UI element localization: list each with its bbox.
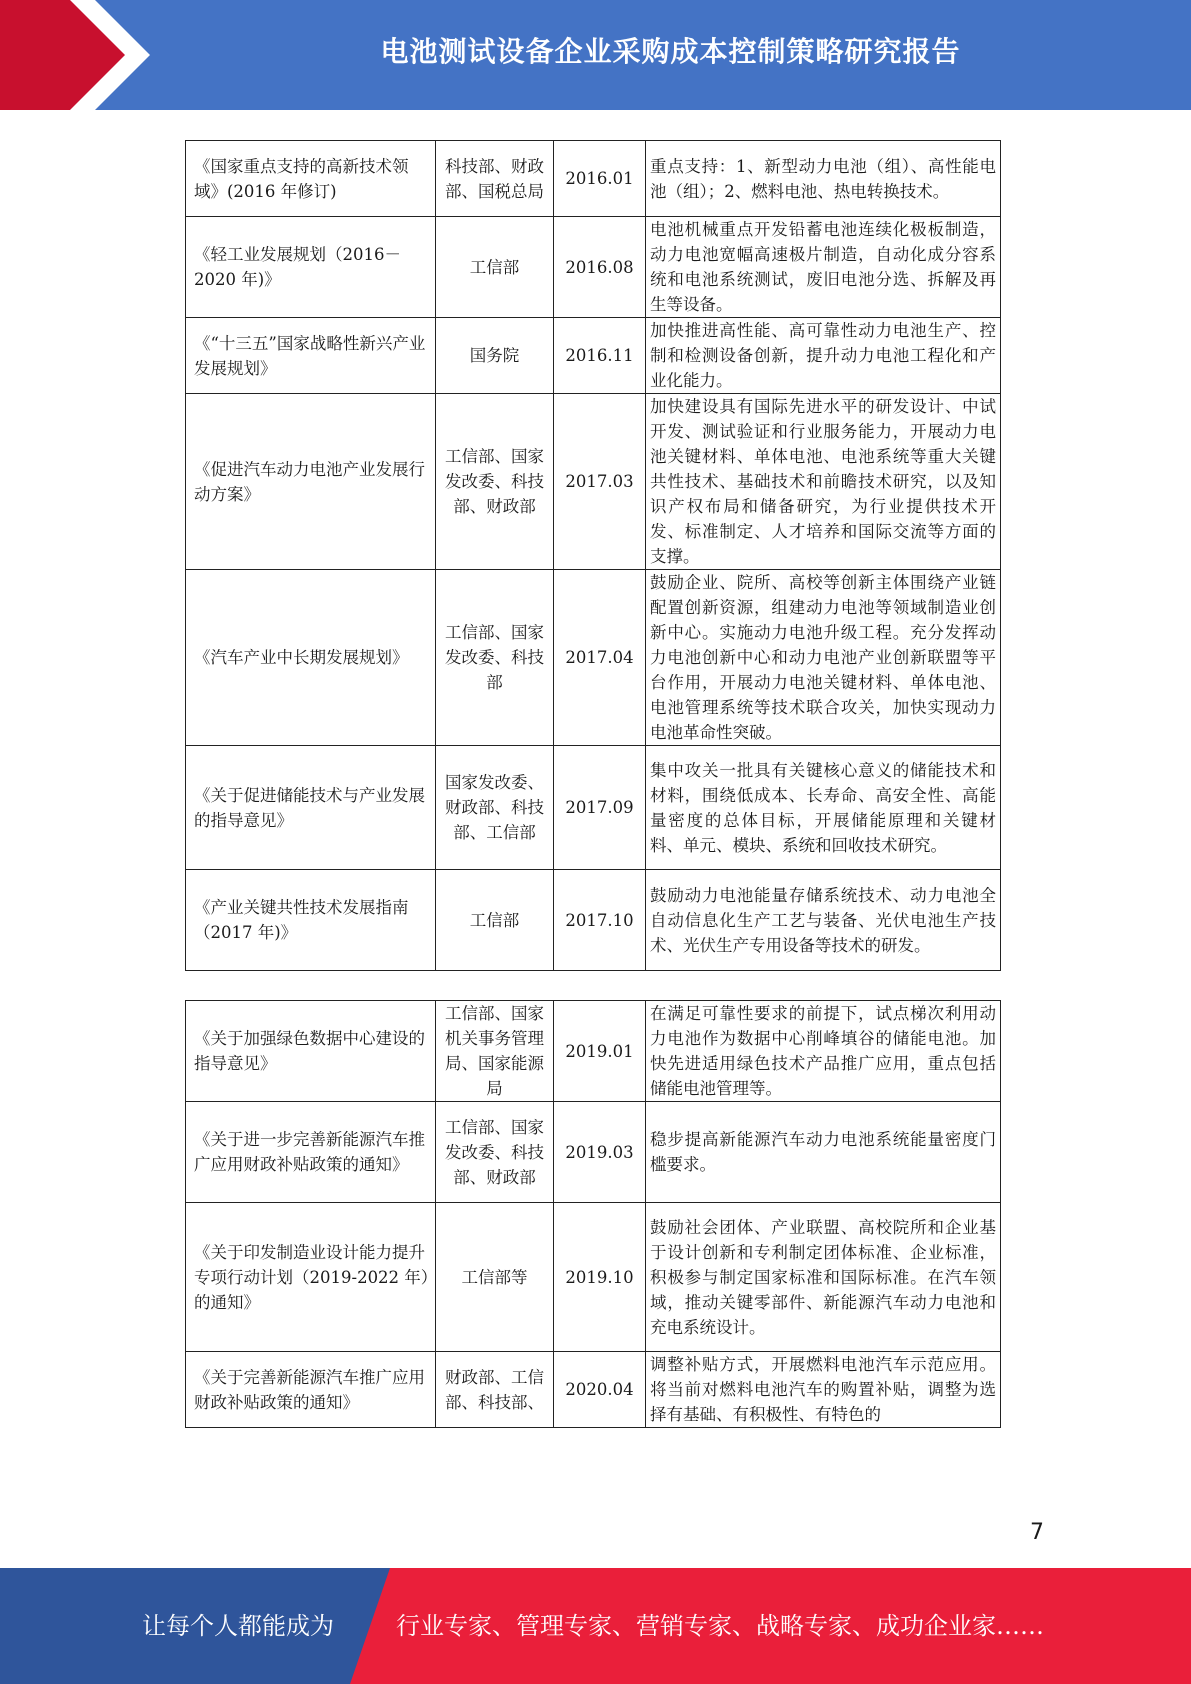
issue-date: 2019.10 — [554, 1203, 646, 1352]
table-row — [186, 570, 1001, 746]
issue-date: 2017.10 — [554, 870, 646, 971]
policy-content: 鼓励社会团体、产业联盟、高校院所和企业基于设计创新和专利制定团体标准、企业标准，积极参与制定国家标准和国际标准。在汽车领域，推动关键零部件、新能源汽车动力电池和充电系统设计。 — [646, 1203, 1001, 1352]
policy-content: 加快推进高性能、高可靠性动力电池生产、控制和检测设备创新，提升动力电池工程化和产业化能力。 — [646, 318, 1001, 394]
footer-slogan-right: 行业专家、管理专家、营销专家、战略专家、成功企业家…… — [396, 1612, 1044, 1640]
table-row — [186, 1203, 1001, 1352]
policy-table-2 — [185, 1000, 1001, 1428]
table-row — [186, 394, 1001, 570]
issue-date: 2016.01 — [554, 141, 646, 217]
header-red-chevron-decoration — [0, 0, 150, 110]
policy-name: 《促进汽车动力电池产业发展行动方案》 — [186, 394, 436, 570]
report-title: 电池测试设备企业采购成本控制策略研究报告 — [380, 35, 961, 68]
page-number: 7 — [1030, 1520, 1044, 1545]
policy-content: 鼓励企业、院所、高校等创新主体围绕产业链配置创新资源，组建动力电池等领域制造业创新中心。实施动力电池升级工程。充分发挥动力电池创新中心和动力电池产业创新联盟等平台作用，开展动力电池关键材料、单体电池、电池管理系统等技术联合攻关，加快实现动力电池革命性突破。 — [646, 570, 1001, 746]
table-row — [186, 1352, 1001, 1428]
issuing-department: 工信部 — [436, 870, 554, 971]
policy-content: 电池机械重点开发铅蓄电池连续化极板制造，动力电池宽幅高速极片制造，自动化成分容系统和电池系统测试，废旧电池分选、拆解及再生等设备。 — [646, 217, 1001, 318]
issuing-department: 工信部、国家发改委、科技部、财政部 — [436, 394, 554, 570]
table-row — [186, 746, 1001, 870]
policy-name: 《关于印发制造业设计能力提升专项行动计划（2019-2022 年）的通知》 — [186, 1203, 436, 1352]
issuing-department: 国家发改委、财政部、科技部、工信部 — [436, 746, 554, 870]
issuing-department: 国务院 — [436, 318, 554, 394]
policy-content: 鼓励动力电池能量存储系统技术、动力电池全自动信息化生产工艺与装备、光伏电池生产技术、光伏生产专用设备等技术的研发。 — [646, 870, 1001, 971]
table-row — [186, 217, 1001, 318]
page-header — [0, 0, 1191, 110]
policy-content: 调整补贴方式，开展燃料电池汽车示范应用。将当前对燃料电池汽车的购置补贴，调整为选择有基础、有积极性、有特色的 — [646, 1352, 1001, 1428]
policy-name: 《关于完善新能源汽车推广应用财政补贴政策的通知》 — [186, 1352, 436, 1428]
issue-date: 2020.04 — [554, 1352, 646, 1428]
policy-name: 《关于加强绿色数据中心建设的指导意见》 — [186, 1001, 436, 1102]
issuing-department: 工信部、国家发改委、科技部 — [436, 570, 554, 746]
policy-table-1 — [185, 140, 1001, 971]
issue-date: 2016.11 — [554, 318, 646, 394]
issuing-department: 科技部、财政部、国税总局 — [436, 141, 554, 217]
issue-date: 2019.03 — [554, 1102, 646, 1203]
footer-slogan-left: 让每个人都能成为 — [142, 1612, 334, 1640]
policy-content: 加快建设具有国际先进水平的研发设计、中试开发、测试验证和行业服务能力，开展动力电池关键材料、单体电池、电池系统等重大关键共性技术、基础技术和前瞻技术研究，以及知识产权布局和储备研究，为行业提供技术开发、标准制定、人才培养和国际交流等方面的支撑。 — [646, 394, 1001, 570]
policy-name: 《轻工业发展规划（2016－2020 年)》 — [186, 217, 436, 318]
issue-date: 2017.03 — [554, 394, 646, 570]
table-row — [186, 1102, 1001, 1203]
policy-name: 《国家重点支持的高新技术领域》(2016 年修订) — [186, 141, 436, 217]
policy-name: 《关于进一步完善新能源汽车推广应用财政补贴政策的通知》 — [186, 1102, 436, 1203]
issuing-department: 工信部、国家发改委、科技部、财政部 — [436, 1102, 554, 1203]
policy-name: 《产业关键共性技术发展指南（2017 年)》 — [186, 870, 436, 971]
policy-content: 重点支持：1、新型动力电池（组）、高性能电池（组）；2、燃料电池、热电转换技术。 — [646, 141, 1001, 217]
policy-name: 《汽车产业中长期发展规划》 — [186, 570, 436, 746]
table-row — [186, 318, 1001, 394]
table-row — [186, 870, 1001, 971]
policy-content: 稳步提高新能源汽车动力电池系统能量密度门槛要求。 — [646, 1102, 1001, 1203]
issuing-department: 工信部等 — [436, 1203, 554, 1352]
policy-content: 集中攻关一批具有关键核心意义的储能技术和材料，围绕低成本、长寿命、高安全性、高能量密度的总体目标，开展储能原理和关键材料、单元、模块、系统和回收技术研究。 — [646, 746, 1001, 870]
page-footer — [0, 1568, 1191, 1684]
issue-date: 2017.04 — [554, 570, 646, 746]
issuing-department: 工信部 — [436, 217, 554, 318]
policy-content: 在满足可靠性要求的前提下，试点梯次利用动力电池作为数据中心削峰填谷的储能电池。加快先进适用绿色技术产品推广应用，重点包括储能电池管理等。 — [646, 1001, 1001, 1102]
issue-date: 2019.01 — [554, 1001, 646, 1102]
issuing-department: 财政部、工信部、科技部、 — [436, 1352, 554, 1428]
table-row — [186, 141, 1001, 217]
policy-name: 《“十三五”国家战略性新兴产业发展规划》 — [186, 318, 436, 394]
issue-date: 2016.08 — [554, 217, 646, 318]
issuing-department: 工信部、国家机关事务管理局、国家能源局 — [436, 1001, 554, 1102]
issue-date: 2017.09 — [554, 746, 646, 870]
table-row — [186, 1001, 1001, 1102]
policy-name: 《关于促进储能技术与产业发展的指导意见》 — [186, 746, 436, 870]
